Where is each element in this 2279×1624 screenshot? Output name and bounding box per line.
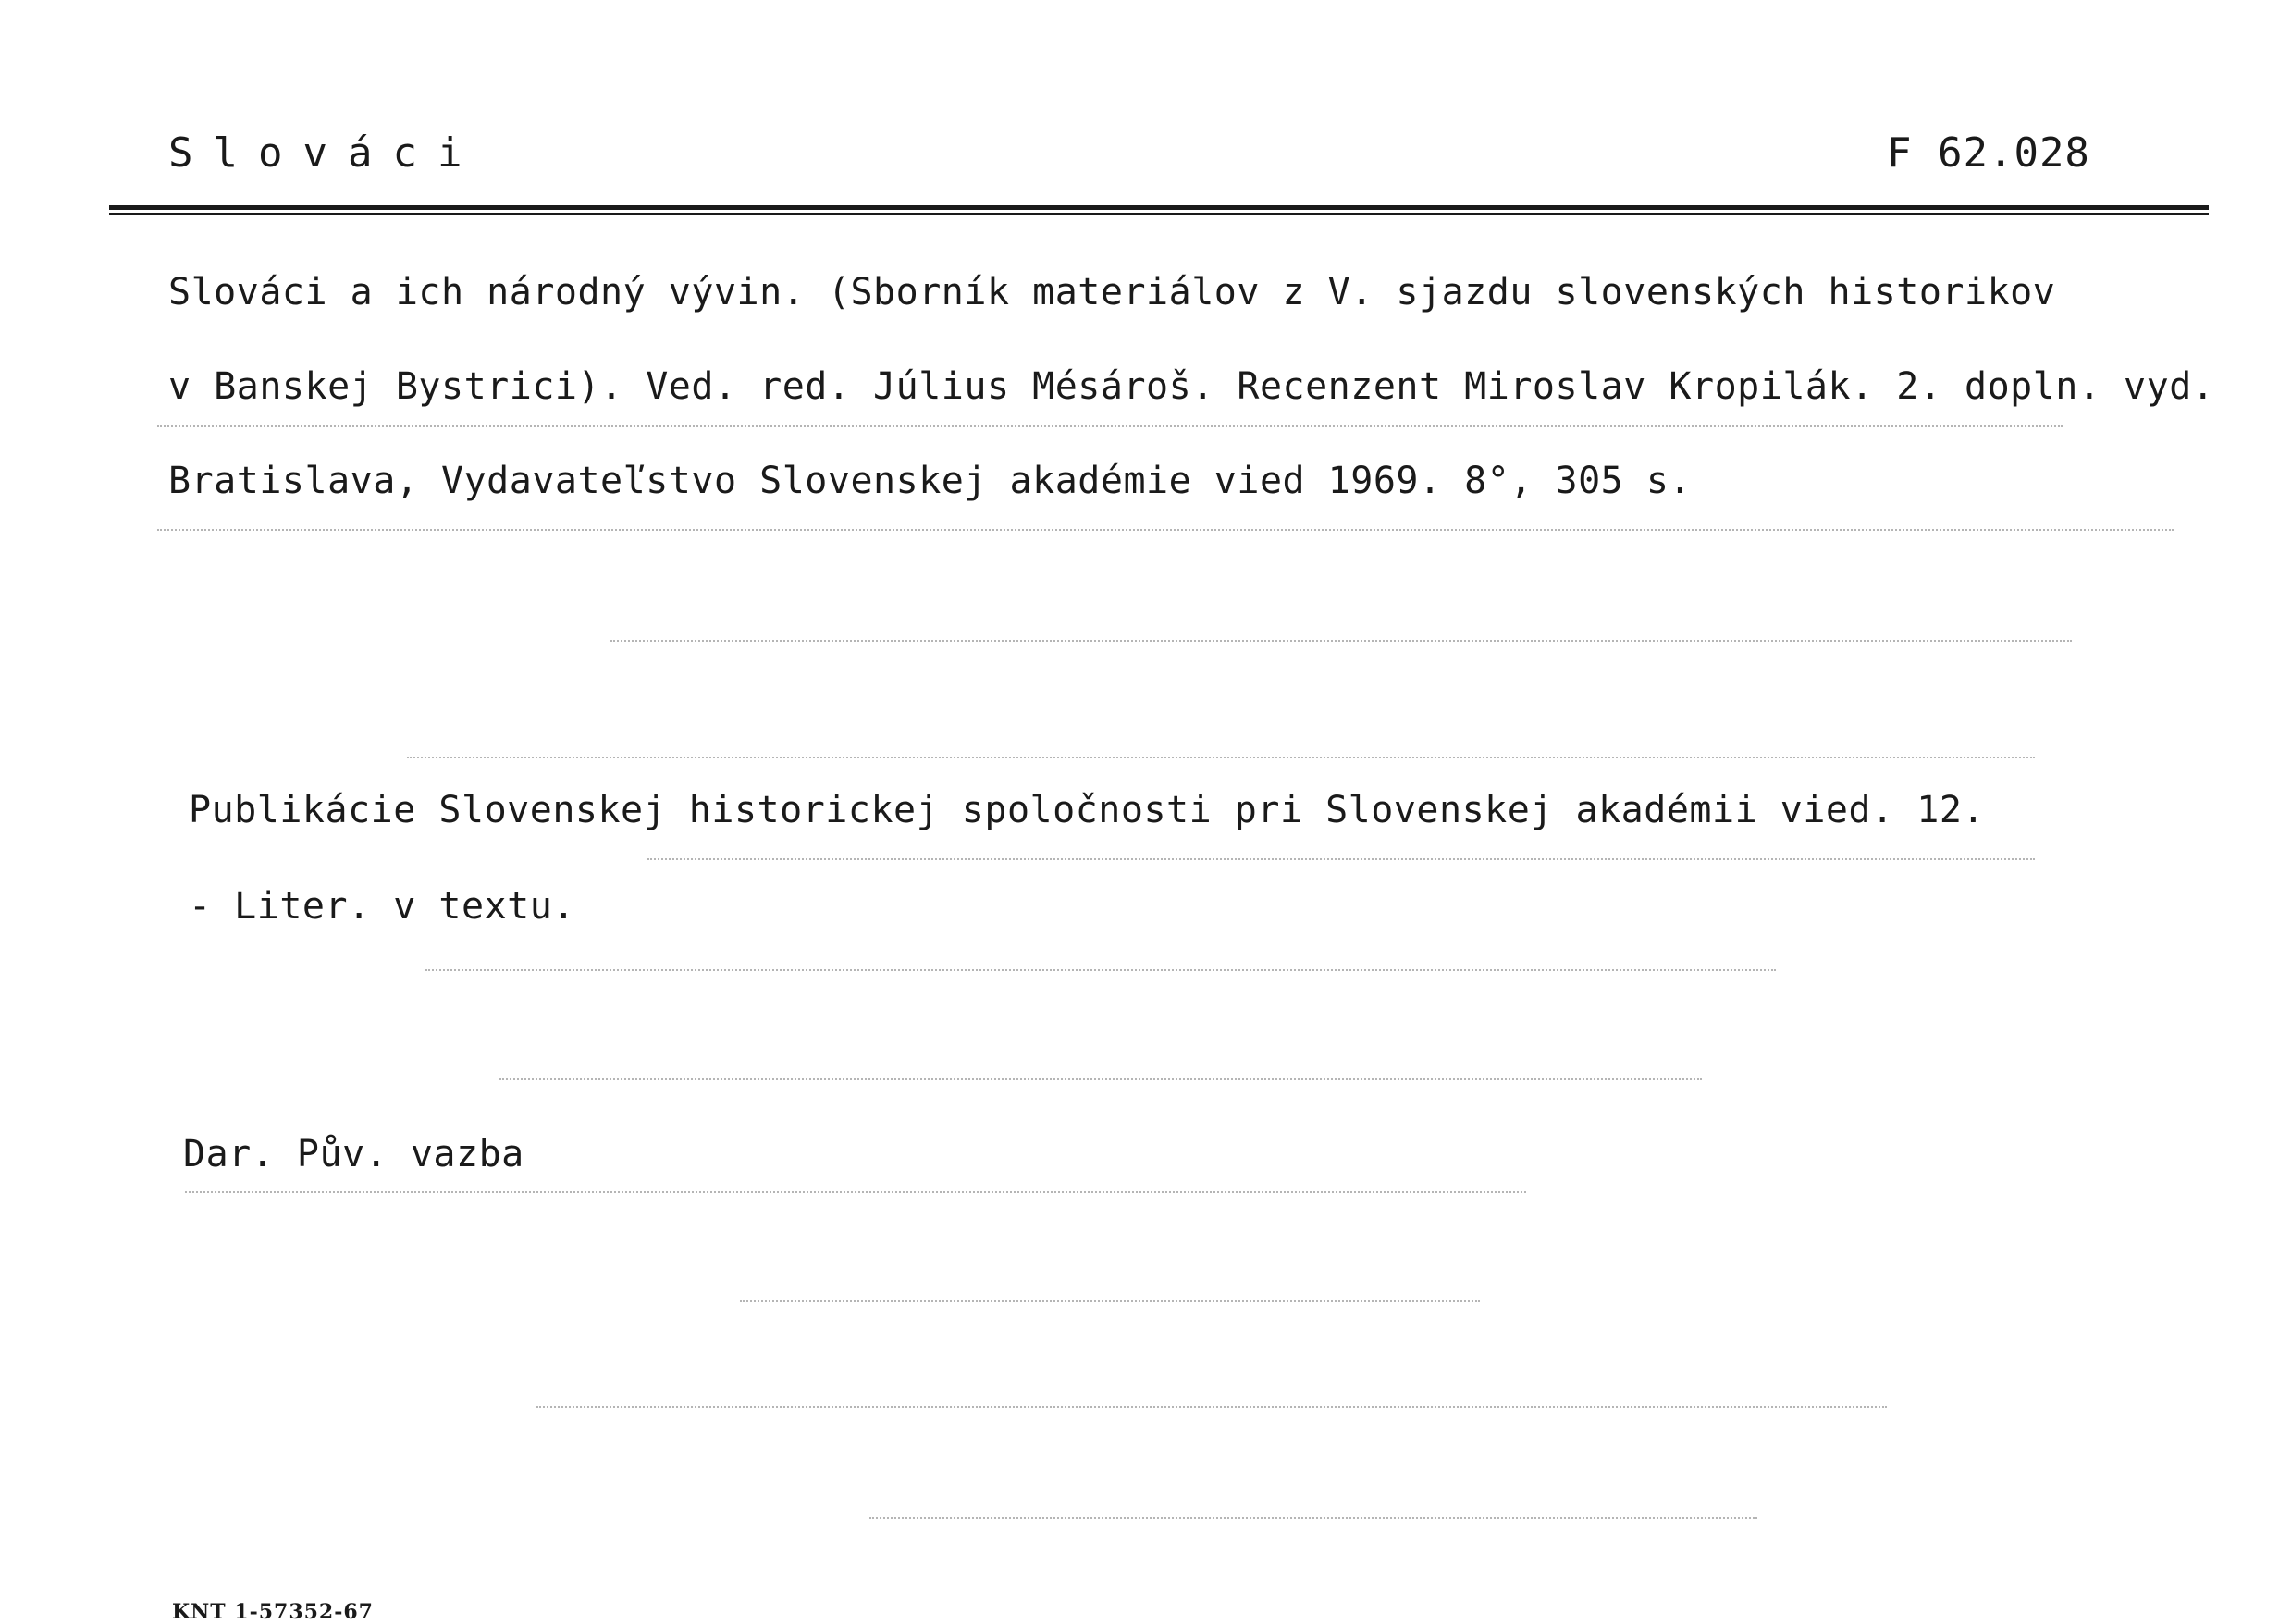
guide-line <box>536 1406 1887 1409</box>
card-catalog-code: KNT 1-57352-67 <box>172 1600 374 1624</box>
shelf-signature: F 62.028 <box>1887 129 2090 177</box>
guide-line <box>185 1191 1526 1194</box>
guide-line <box>425 969 1776 972</box>
heading-rule <box>109 205 2209 215</box>
guide-line <box>499 1078 1702 1081</box>
guide-line <box>610 640 2072 643</box>
guide-line <box>740 1300 1480 1303</box>
provenance-note: Dar. Pův. vazba <box>183 1133 524 1175</box>
guide-line <box>157 425 2063 428</box>
guide-line <box>157 529 2174 532</box>
record-line-2: v Banskej Bystrici). Ved. red. Július Mésároš. Recenzent Miroslav Kropilák. 2. dopln. vyd. <box>168 365 2215 408</box>
bibliography-note: - Liter. v textu. <box>189 885 575 928</box>
guide-line <box>869 1517 1757 1519</box>
guide-line <box>407 757 2035 759</box>
card-heading-title: Slováci <box>168 129 483 177</box>
series-statement: Publikácie Slovenskej historickej spoločnosti pri Slovenskej akadémii vied. 12. <box>189 789 1985 831</box>
record-line-1: Slováci a ich národný vývin. (Sborník materiálov z V. sjazdu slovenských historikov <box>168 271 2056 314</box>
record-line-3: Bratislava, Vydavateľstvo Slovenskej akadémie vied 1969. 8°, 305 s. <box>168 460 1692 502</box>
guide-line <box>647 858 2035 861</box>
